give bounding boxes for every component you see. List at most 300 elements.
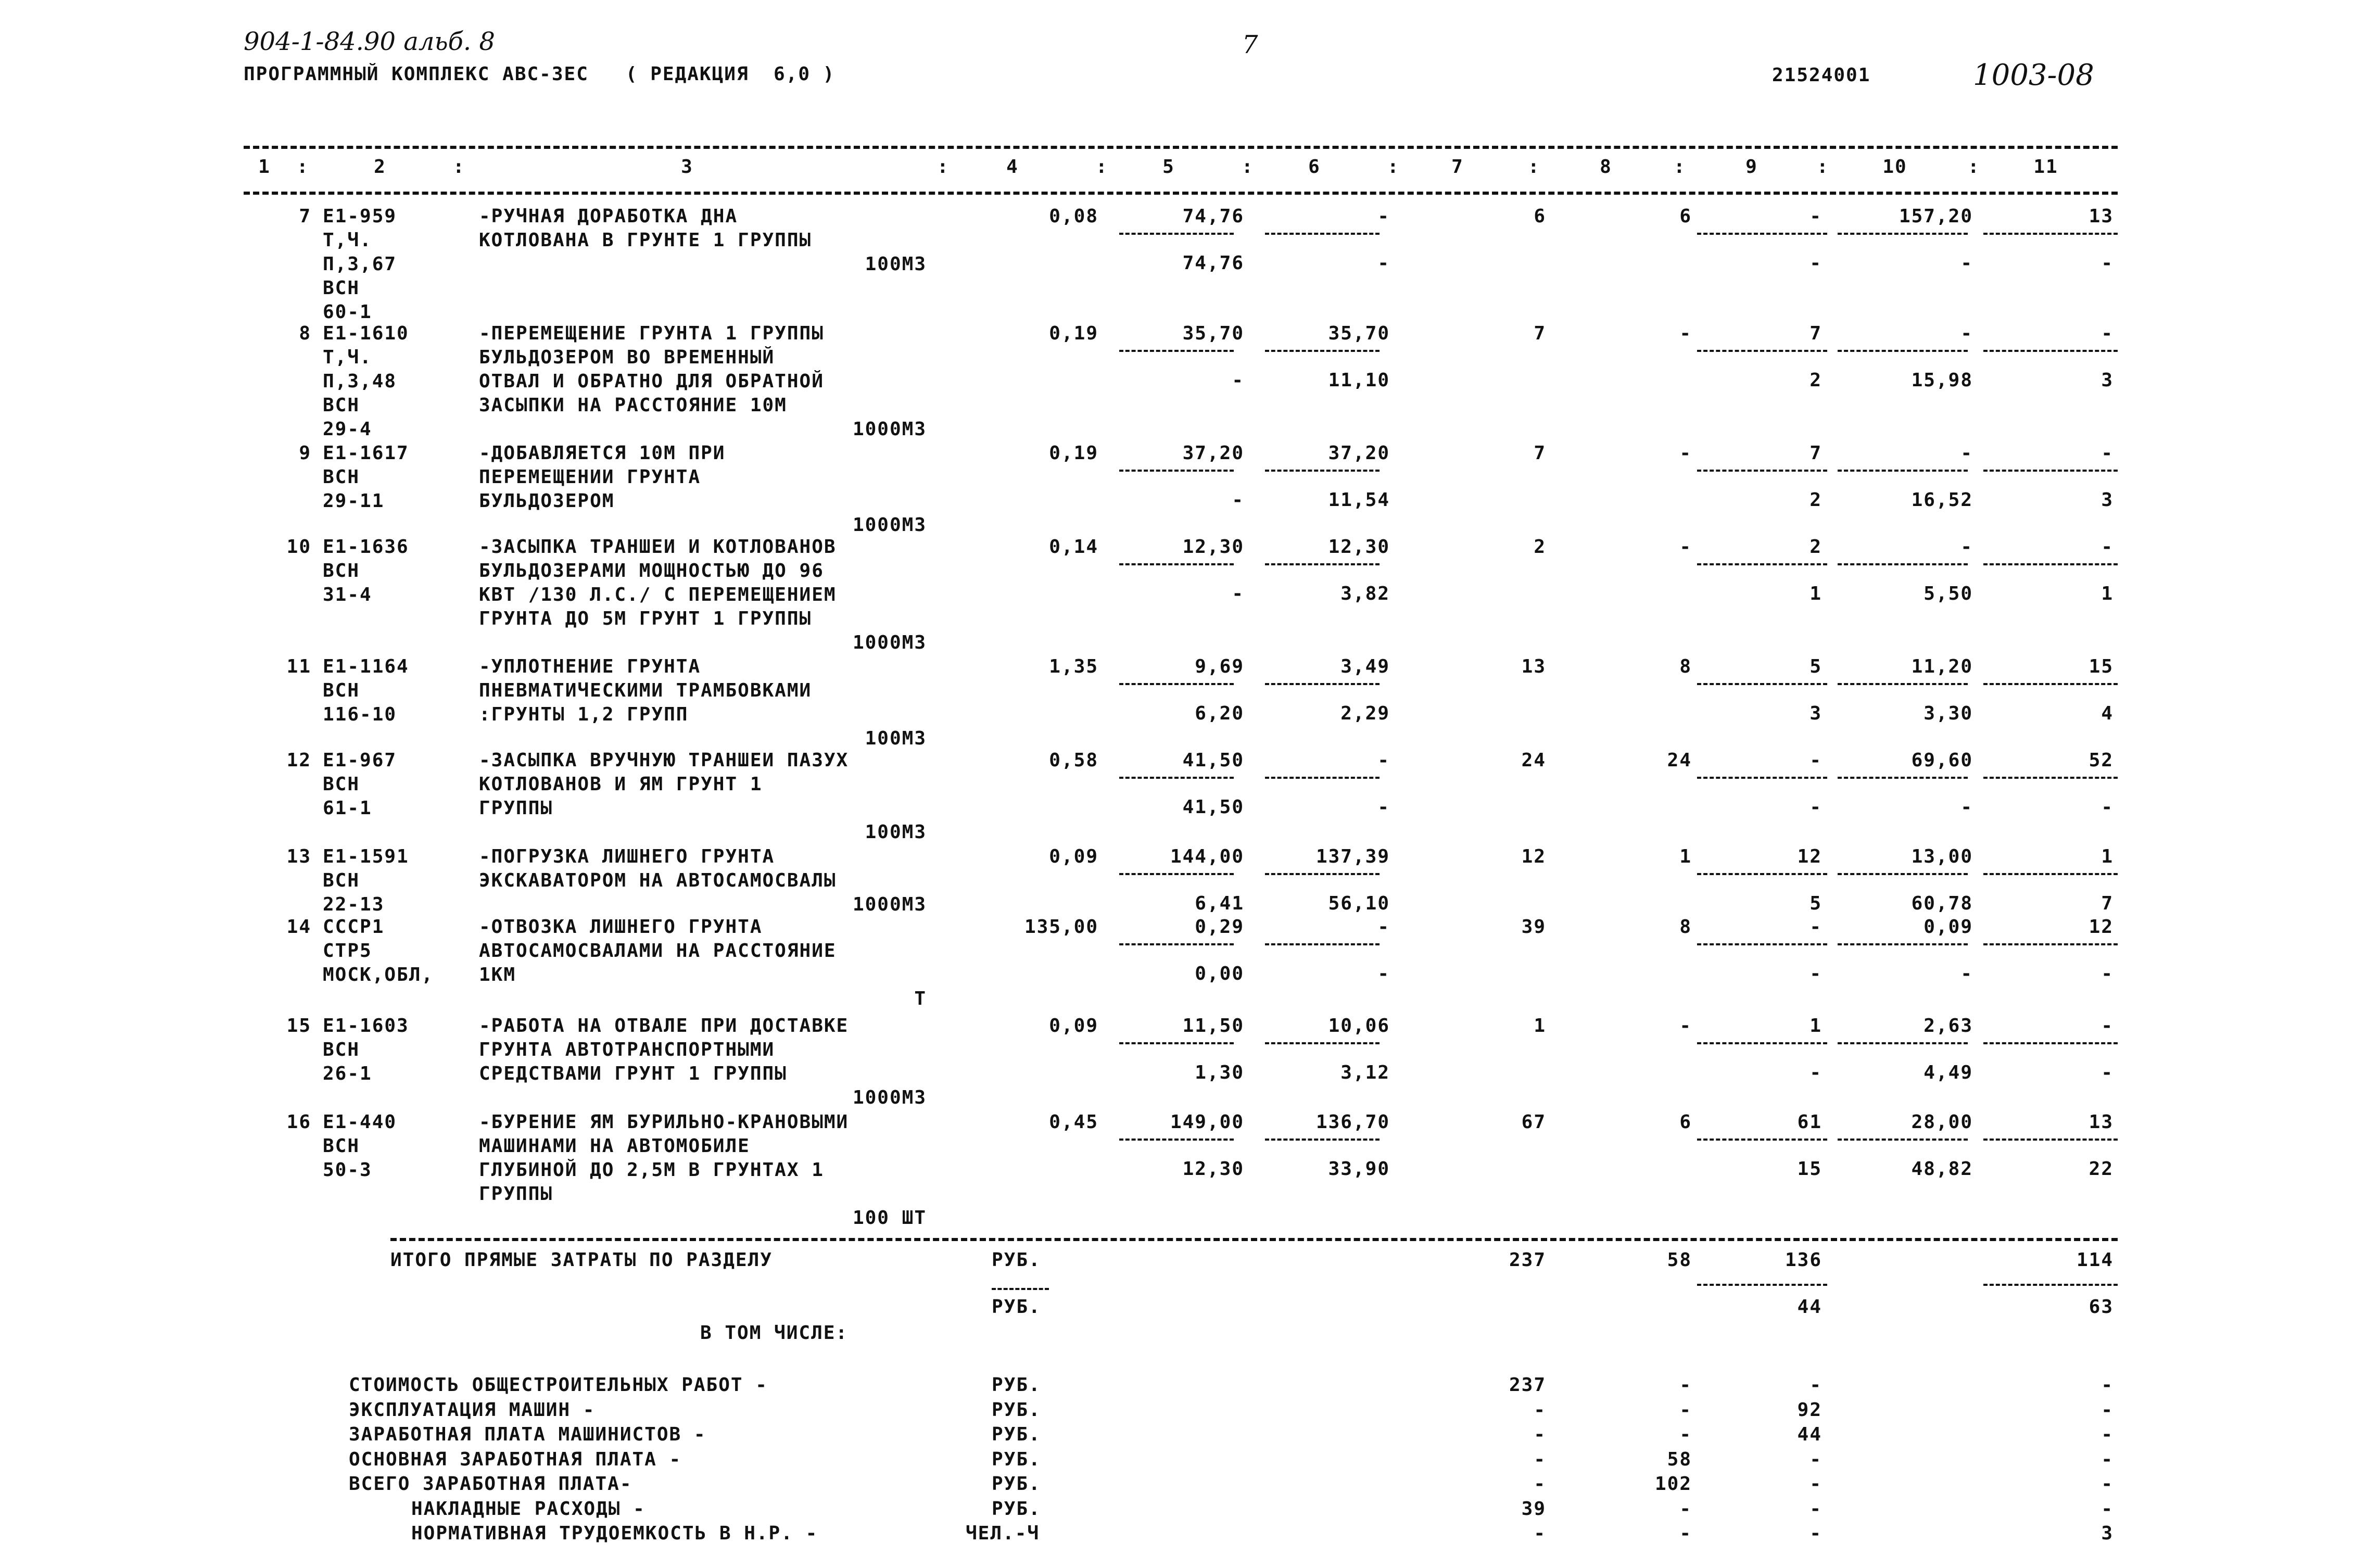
row-c11-rule <box>1983 777 2118 779</box>
row-description: ГРУНТА АВТОТРАНСПОРТНЫМИ <box>479 1039 775 1060</box>
row-number: 16 <box>286 1111 311 1133</box>
row-c9-rule <box>1697 873 1827 875</box>
row-c10-rule <box>1838 563 1968 565</box>
row-c7: 24 <box>1521 750 1546 771</box>
row-c10-top: 2,63 <box>1924 1015 1973 1036</box>
row-description: ГРУНТА ДО 5М ГРУНТ 1 ГРУППЫ <box>479 608 812 629</box>
row-c7: 7 <box>1534 323 1546 344</box>
column-separator: : <box>1387 156 1400 178</box>
row-c9-bottom: - <box>1809 963 1822 984</box>
row-c5-top: 11,50 <box>1182 1015 1244 1036</box>
row-c8: 8 <box>1679 656 1692 677</box>
column-separator: : <box>453 156 465 178</box>
row-code: Е1-1164 <box>323 656 409 677</box>
column-number: 3 <box>681 156 693 178</box>
row-quantity: 0,14 <box>1049 536 1098 558</box>
row-c5-rule <box>1119 470 1234 472</box>
row-c9-rule <box>1697 470 1827 472</box>
row-code: 50-3 <box>323 1159 372 1181</box>
total-label: ИТОГО ПРЯМЫЕ ЗАТРАТЫ ПО РАЗДЕЛУ <box>390 1249 773 1271</box>
summary-c7: - <box>1534 1399 1546 1421</box>
row-code: П,3,48 <box>323 371 397 392</box>
row-c5-bottom: 41,50 <box>1182 796 1244 818</box>
row-c10-rule <box>1838 233 1968 235</box>
summary-c9: - <box>1809 1498 1822 1520</box>
column-number: 1 <box>258 156 271 178</box>
row-unit: 1000М3 <box>852 1087 927 1108</box>
row-c6-bottom: 33,90 <box>1328 1158 1390 1180</box>
row-c6-top: 35,70 <box>1328 323 1390 344</box>
row-unit: 1000М3 <box>852 419 927 440</box>
row-c6-rule <box>1265 233 1380 235</box>
summary-c9: - <box>1809 1449 1822 1470</box>
row-c5-rule <box>1119 873 1234 875</box>
column-separator: : <box>1096 156 1108 178</box>
row-c11-bottom: 4 <box>2101 703 2114 724</box>
summary-c9: - <box>1809 1374 1822 1396</box>
row-number: 8 <box>299 323 311 344</box>
row-c6-bottom: 3,12 <box>1340 1062 1390 1083</box>
row-c6-bottom: - <box>1377 963 1390 984</box>
row-c10-bottom: - <box>1960 796 1973 818</box>
row-quantity: 0,58 <box>1049 750 1098 771</box>
summary-unit: РУБ. <box>992 1498 1041 1520</box>
row-c9-top: 7 <box>1809 323 1822 344</box>
row-code: МОСК,ОБЛ, <box>323 964 434 985</box>
row-unit: 100 ШТ <box>852 1207 927 1229</box>
row-c9-bottom: 2 <box>1809 489 1822 511</box>
column-separator: : <box>1528 156 1540 178</box>
row-c11-top: 13 <box>2089 206 2114 227</box>
row-c9-bottom: 1 <box>1809 583 1822 604</box>
row-description: ОТВАЛ И ОБРАТНО ДЛЯ ОБРАТНОЙ <box>479 371 824 392</box>
row-c9-top: 7 <box>1809 442 1822 464</box>
row-c9-top: 2 <box>1809 536 1822 558</box>
row-c5-rule <box>1119 943 1234 945</box>
row-c9-top: 5 <box>1809 656 1822 677</box>
row-description: ГРУППЫ <box>479 798 553 819</box>
row-c10-top: 28,00 <box>1911 1111 1973 1133</box>
row-c5-top: 9,69 <box>1195 656 1244 677</box>
row-quantity: 1,35 <box>1049 656 1098 677</box>
row-c5-top: 74,76 <box>1182 206 1244 227</box>
row-c11-bottom: 3 <box>2101 489 2114 511</box>
row-c10-top: - <box>1960 442 1973 464</box>
row-c8: - <box>1679 1015 1692 1036</box>
summary-c8: - <box>1679 1523 1692 1544</box>
row-c6-rule <box>1265 470 1380 472</box>
summary-c8: - <box>1679 1424 1692 1445</box>
row-code: ВСН <box>323 680 360 701</box>
summary-unit: РУБ. <box>992 1449 1041 1470</box>
summary-c9: - <box>1809 1473 1822 1495</box>
row-c9-bottom: 2 <box>1809 370 1822 391</box>
row-code: СТР5 <box>323 940 372 962</box>
row-c5-bottom: - <box>1232 489 1244 511</box>
row-unit: 1000М3 <box>852 514 927 536</box>
row-c10-rule <box>1838 470 1968 472</box>
summary-label: СТОИМОСТЬ ОБЩЕСТРОИТЕЛЬНЫХ РАБОТ - <box>349 1374 768 1396</box>
row-c5-rule <box>1119 233 1234 235</box>
row-code: П,3,67 <box>323 254 397 275</box>
summary-label: ОСНОВНАЯ ЗАРАБОТНАЯ ПЛАТА - <box>349 1449 682 1470</box>
row-c6-bottom: 3,82 <box>1340 583 1390 604</box>
row-c6-top: 10,06 <box>1328 1015 1390 1036</box>
row-c10-bottom: 48,82 <box>1911 1158 1973 1180</box>
row-code: СССР1 <box>323 916 385 938</box>
row-c5-top: 37,20 <box>1182 442 1244 464</box>
column-separator: : <box>1968 156 1980 178</box>
row-c8: 6 <box>1679 1111 1692 1133</box>
row-c8: - <box>1679 536 1692 558</box>
row-quantity: 0,08 <box>1049 206 1098 227</box>
row-code: ВСН <box>323 395 360 416</box>
row-code: ВСН <box>323 774 360 795</box>
total-c8: 58 <box>1667 1249 1692 1271</box>
summary-c8: - <box>1679 1399 1692 1421</box>
row-code: Е1-959 <box>323 206 397 227</box>
total-c9-rule <box>1697 1284 1827 1286</box>
row-description: -РУЧНАЯ ДОРАБОТКА ДНА <box>479 206 738 227</box>
row-c9-bottom: 5 <box>1809 893 1822 914</box>
summary-c9: 44 <box>1797 1424 1822 1445</box>
summary-label: НОРМАТИВНАЯ ТРУДОЕМКОСТЬ В Н.Р. - <box>411 1523 818 1544</box>
summary-c8: 58 <box>1667 1449 1692 1470</box>
row-code: ВСН <box>323 560 360 581</box>
column-separator: : <box>1674 156 1686 178</box>
summary-c11: - <box>2101 1498 2114 1520</box>
row-c5-top: 41,50 <box>1182 750 1244 771</box>
row-code: 29-11 <box>323 490 385 512</box>
row-code: ВСН <box>323 277 360 299</box>
row-c7: 67 <box>1521 1111 1546 1133</box>
row-c11-rule <box>1983 1042 2118 1044</box>
row-description: -ОТВОЗКА ЛИШНЕГО ГРУНТА <box>479 916 763 938</box>
summary-unit: РУБ. <box>992 1424 1041 1445</box>
row-c5-bottom: 1,30 <box>1195 1062 1244 1083</box>
row-code: ВСН <box>323 466 360 488</box>
header-rule-bottom <box>244 192 2118 195</box>
row-description: АВТОСАМОСВАЛАМИ НА РАССТОЯНИЕ <box>479 940 837 962</box>
row-c5-top: 35,70 <box>1182 323 1244 344</box>
row-c7: 6 <box>1534 206 1546 227</box>
row-c11-rule <box>1983 1139 2118 1141</box>
row-c11-top: 52 <box>2089 750 2114 771</box>
row-c11-bottom: 3 <box>2101 370 2114 391</box>
row-c5-rule <box>1119 350 1234 352</box>
row-number: 7 <box>299 206 311 227</box>
summary-label: ЭКСПЛУАТАЦИЯ МАШИН - <box>349 1399 596 1421</box>
row-c9-rule <box>1697 563 1827 565</box>
row-c7: 39 <box>1521 916 1546 938</box>
row-c11-bottom: - <box>2101 796 2114 818</box>
row-c11-top: - <box>2101 442 2114 464</box>
incl-label: В ТОМ ЧИСЛЕ: <box>700 1322 849 1344</box>
row-description: ПНЕВМАТИЧЕСКИМИ ТРАМБОВКАМИ <box>479 680 812 701</box>
row-c5-bottom: - <box>1232 370 1244 391</box>
row-c11-bottom: 22 <box>2089 1158 2114 1180</box>
header-rule-top <box>244 146 2118 149</box>
row-description: БУЛЬДОЗЕРОМ <box>479 490 615 512</box>
total-c9-a: 136 <box>1785 1249 1822 1271</box>
row-c11-top: - <box>2101 323 2114 344</box>
page-number: 7 <box>1242 30 1258 59</box>
summary-c7: - <box>1534 1523 1546 1544</box>
row-c10-rule <box>1838 683 1968 685</box>
row-code: 29-4 <box>323 419 372 440</box>
row-c5-top: 149,00 <box>1170 1111 1244 1133</box>
row-c6-bottom: 2,29 <box>1340 703 1390 724</box>
row-c5-top: 12,30 <box>1182 536 1244 558</box>
summary-c7: - <box>1534 1424 1546 1445</box>
summary-c7: - <box>1534 1449 1546 1470</box>
row-code: Е1-1610 <box>323 323 409 344</box>
row-c6-bottom: 11,10 <box>1328 370 1390 391</box>
summary-c11: - <box>2101 1473 2114 1495</box>
row-c6-top: 136,70 <box>1315 1111 1390 1133</box>
row-number: 14 <box>286 916 311 938</box>
summary-label: НАКЛАДНЫЕ РАСХОДЫ - <box>411 1498 646 1520</box>
row-c6-top: 137,39 <box>1315 846 1390 867</box>
row-c6-top: - <box>1377 750 1390 771</box>
row-c9-bottom: 15 <box>1797 1158 1822 1180</box>
row-c9-rule <box>1697 943 1827 945</box>
row-c6-rule <box>1265 943 1380 945</box>
row-code: ВСН <box>323 1039 360 1060</box>
row-quantity: 0,09 <box>1049 846 1098 867</box>
row-c10-bottom: - <box>1960 252 1973 274</box>
row-description: ЗАСЫПКИ НА РАССТОЯНИЕ 10М <box>479 395 787 416</box>
row-c8: - <box>1679 442 1692 464</box>
row-c6-top: - <box>1377 916 1390 938</box>
row-number: 13 <box>286 846 311 867</box>
row-c10-bottom: 4,49 <box>1924 1062 1973 1083</box>
row-code: 31-4 <box>323 584 372 605</box>
row-number: 9 <box>299 442 311 464</box>
row-c10-top: - <box>1960 536 1973 558</box>
summary-c7: 237 <box>1509 1374 1546 1396</box>
column-separator: : <box>1242 156 1254 178</box>
row-code: Е1-1636 <box>323 536 409 558</box>
row-c6-rule <box>1265 1139 1380 1141</box>
program-title: ПРОГРАММНЫЙ КОМПЛЕКС АВС-3ЕС ( РЕДАКЦИЯ 6,0 ) <box>244 64 836 85</box>
summary-c11: - <box>2101 1449 2114 1470</box>
row-c11-top: - <box>2101 1015 2114 1036</box>
row-c6-rule <box>1265 350 1380 352</box>
row-description: 1КМ <box>479 964 516 985</box>
summary-label: ВСЕГО ЗАРАБОТНАЯ ПЛАТА- <box>349 1473 632 1495</box>
row-c8: 6 <box>1679 206 1692 227</box>
row-c10-rule <box>1838 943 1968 945</box>
summary-unit: РУБ. <box>992 1374 1041 1396</box>
row-c6-bottom: 56,10 <box>1328 893 1390 914</box>
column-number: 2 <box>374 156 386 178</box>
summary-c9: 92 <box>1797 1399 1822 1421</box>
row-c8: 1 <box>1679 846 1692 867</box>
summary-c11: - <box>2101 1424 2114 1445</box>
row-c9-bottom: 3 <box>1809 703 1822 724</box>
row-c6-top: - <box>1377 206 1390 227</box>
row-description: ГЛУБИНОЙ ДО 2,5М В ГРУНТАХ 1 <box>479 1159 824 1181</box>
row-c5-bottom: 6,20 <box>1195 703 1244 724</box>
row-c7: 7 <box>1534 442 1546 464</box>
column-separator: : <box>1817 156 1829 178</box>
row-c10-top: 157,20 <box>1899 206 1973 227</box>
row-c10-bottom: - <box>1960 963 1973 984</box>
row-c11-bottom: - <box>2101 1062 2114 1083</box>
row-c6-rule <box>1265 683 1380 685</box>
row-c9-top: - <box>1809 750 1822 771</box>
row-c10-rule <box>1838 777 1968 779</box>
row-quantity: 0,19 <box>1049 323 1098 344</box>
row-description: ЭКСКАВАТОРОМ НА АВТОСАМОСВАЛЫ <box>479 870 837 891</box>
row-c11-rule <box>1983 943 2118 945</box>
row-c11-bottom: 1 <box>2101 583 2114 604</box>
row-c10-rule <box>1838 350 1968 352</box>
row-c9-rule <box>1697 1042 1827 1044</box>
row-c8: - <box>1679 323 1692 344</box>
row-c6-top: 3,49 <box>1340 656 1390 677</box>
row-c6-top: 37,20 <box>1328 442 1390 464</box>
row-c11-bottom: 7 <box>2101 893 2114 914</box>
row-quantity: 135,00 <box>1024 916 1098 938</box>
row-code: ВСН <box>323 1135 360 1157</box>
total-c11-b: 63 <box>2089 1296 2114 1318</box>
row-c10-top: 0,09 <box>1924 916 1973 938</box>
column-number: 6 <box>1308 156 1321 178</box>
row-description: -ЗАСЫПКА ВРУЧНУЮ ТРАНШЕИ ПАЗУХ <box>479 750 849 771</box>
summary-c11: - <box>2101 1374 2114 1396</box>
row-c9-top: - <box>1809 916 1822 938</box>
row-c9-rule <box>1697 350 1827 352</box>
stamp-left: 904-1-84.90 альб. 8 <box>244 27 495 56</box>
row-description: ГРУППЫ <box>479 1183 553 1205</box>
column-separator: : <box>937 156 950 178</box>
summary-c7: - <box>1534 1473 1546 1495</box>
row-c11-bottom: - <box>2101 252 2114 274</box>
total-unit-2: РУБ. <box>992 1296 1041 1318</box>
row-c9-rule <box>1697 777 1827 779</box>
row-c9-top: 12 <box>1797 846 1822 867</box>
row-c5-bottom: 74,76 <box>1182 252 1244 274</box>
row-c10-bottom: 5,50 <box>1924 583 1973 604</box>
row-c7: 13 <box>1521 656 1546 677</box>
summary-label: ЗАРАБОТНАЯ ПЛАТА МАШИНИСТОВ - <box>349 1424 706 1445</box>
row-code: ВСН <box>323 870 360 891</box>
total-c9-b: 44 <box>1797 1296 1822 1318</box>
row-description: ПЕРЕМЕЩЕНИИ ГРУНТА <box>479 466 701 488</box>
row-c9-bottom: - <box>1809 796 1822 818</box>
row-c9-rule <box>1697 683 1827 685</box>
summary-c8: - <box>1679 1498 1692 1520</box>
row-description: КОТЛОВАНА В ГРУНТЕ 1 ГРУППЫ <box>479 230 812 251</box>
column-number: 8 <box>1600 156 1612 178</box>
row-c6-rule <box>1265 563 1380 565</box>
row-description: БУЛЬДОЗЕРАМИ МОЩНОСТЬЮ ДО 96 <box>479 560 824 581</box>
row-c5-rule <box>1119 777 1234 779</box>
row-code: 26-1 <box>323 1063 372 1084</box>
total-unit-1: РУБ. <box>992 1249 1041 1271</box>
summary-c9: - <box>1809 1523 1822 1544</box>
row-c6-rule <box>1265 777 1380 779</box>
row-c11-rule <box>1983 233 2118 235</box>
row-c5-rule <box>1119 1042 1234 1044</box>
row-code: Е1-1591 <box>323 846 409 867</box>
row-unit: 100М3 <box>865 821 927 843</box>
summary-unit: РУБ. <box>992 1473 1041 1495</box>
row-c10-top: 69,60 <box>1911 750 1973 771</box>
row-c11-top: 1 <box>2101 846 2114 867</box>
row-c8: 8 <box>1679 916 1692 938</box>
row-c9-rule <box>1697 1139 1827 1141</box>
row-description: -ДОБАВЛЯЕТСЯ 10М ПРИ <box>479 442 726 464</box>
column-number: 4 <box>1006 156 1019 178</box>
row-code: Е1-967 <box>323 750 397 771</box>
summary-c7: 39 <box>1521 1498 1546 1520</box>
row-code: Е1-440 <box>323 1111 397 1133</box>
row-c7: 2 <box>1534 536 1546 558</box>
row-code: Е1-1617 <box>323 442 409 464</box>
row-description: -ЗАСЫПКА ТРАНШЕИ И КОТЛОВАНОВ <box>479 536 837 558</box>
row-c11-bottom: - <box>2101 963 2114 984</box>
row-description: МАШИНАМИ НА АВТОМОБИЛЕ <box>479 1135 750 1157</box>
total-rule <box>390 1238 2118 1241</box>
row-c9-rule <box>1697 233 1827 235</box>
row-c10-bottom: 15,98 <box>1911 370 1973 391</box>
stamp-right: 1003-08 <box>1973 58 2094 92</box>
row-c5-rule <box>1119 1139 1234 1141</box>
row-c6-bottom: 11,54 <box>1328 489 1390 511</box>
row-c10-top: 13,00 <box>1911 846 1973 867</box>
total-c11-rule <box>1983 1284 2118 1286</box>
row-c5-rule <box>1119 683 1234 685</box>
row-c11-top: 13 <box>2089 1111 2114 1133</box>
row-description: -УПЛОТНЕНИЕ ГРУНТА <box>479 656 701 677</box>
row-code: 60-1 <box>323 301 372 323</box>
row-code: Т,Ч. <box>323 230 372 251</box>
summary-unit: РУБ. <box>992 1399 1041 1421</box>
row-description: -ПОГРУЗКА ЛИШНЕГО ГРУНТА <box>479 846 775 867</box>
row-c5-top: 144,00 <box>1170 846 1244 867</box>
total-c7: 237 <box>1509 1249 1546 1271</box>
row-c6-bottom: - <box>1377 796 1390 818</box>
column-separator: : <box>297 156 309 178</box>
row-unit: 100М3 <box>865 728 927 749</box>
column-number: 7 <box>1451 156 1464 178</box>
row-code: 116-10 <box>323 704 397 725</box>
row-c11-rule <box>1983 350 2118 352</box>
row-c11-rule <box>1983 683 2118 685</box>
row-c5-top: 0,29 <box>1195 916 1244 938</box>
row-c9-top: - <box>1809 206 1822 227</box>
row-c9-top: 1 <box>1809 1015 1822 1036</box>
row-quantity: 0,45 <box>1049 1111 1098 1133</box>
row-description: СРЕДСТВАМИ ГРУНТ 1 ГРУППЫ <box>479 1063 787 1084</box>
column-number: 10 <box>1882 156 1907 178</box>
row-c11-rule <box>1983 873 2118 875</box>
summary-c11: - <box>2101 1399 2114 1421</box>
summary-c11: 3 <box>2101 1523 2114 1544</box>
row-code: Е1-1603 <box>323 1015 409 1036</box>
row-description: -ПЕРЕМЕЩЕНИЕ ГРУНТА 1 ГРУППЫ <box>479 323 824 344</box>
total-c11-a: 114 <box>2076 1249 2114 1271</box>
row-c8: 24 <box>1667 750 1692 771</box>
program-code: 21524001 <box>1772 65 1871 86</box>
row-number: 12 <box>286 750 311 771</box>
row-description: -РАБОТА НА ОТВАЛЕ ПРИ ДОСТАВКЕ <box>479 1015 849 1036</box>
row-c10-top: - <box>1960 323 1973 344</box>
row-c5-bottom: 6,41 <box>1195 893 1244 914</box>
